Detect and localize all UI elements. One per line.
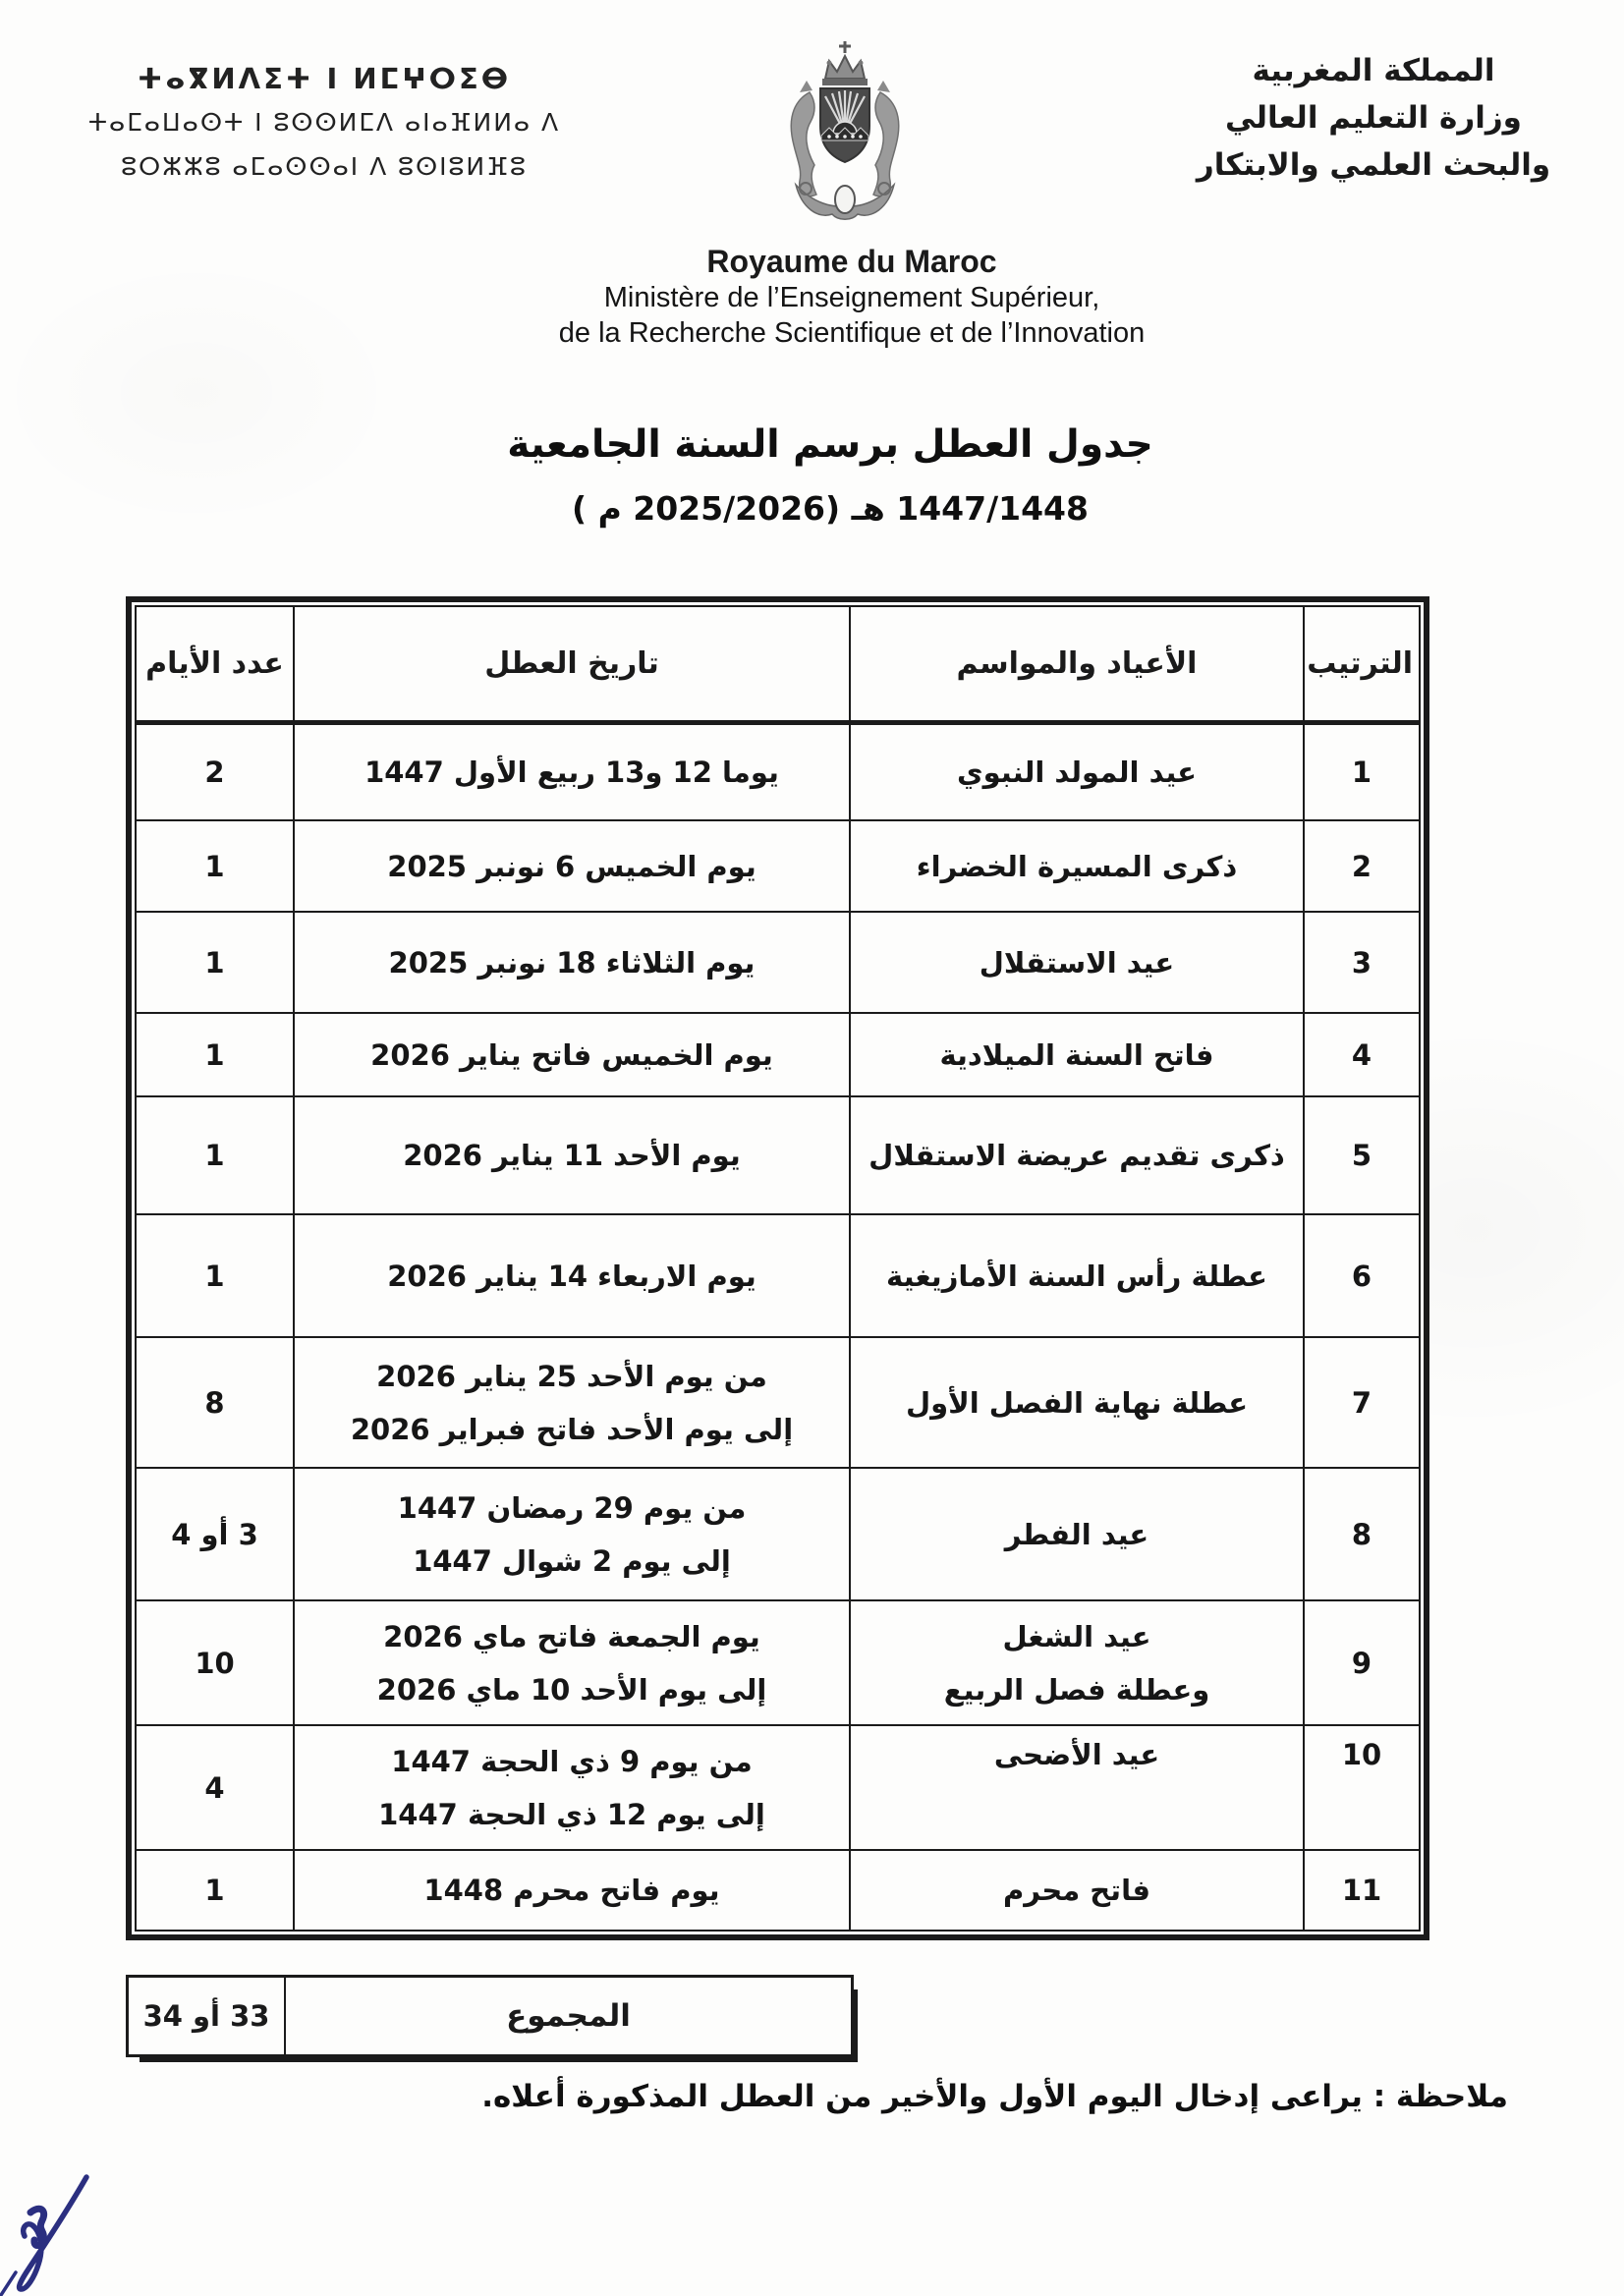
holiday-cell — [850, 1013, 1304, 1096]
order-cell: 1 — [1304, 722, 1420, 820]
kingdom-name-ar: المملكة المغربية — [1252, 53, 1495, 88]
table-row — [136, 1468, 1420, 1600]
signature-paraph-icon — [0, 2171, 110, 2296]
days-cell: 8 — [136, 1337, 294, 1468]
text-line: وعطلة فصل الربيع — [943, 1672, 1210, 1707]
holiday-cell — [850, 722, 1304, 820]
days-cell: 1 — [136, 1214, 294, 1337]
tifinagh-kingdom-line: ⵜⴰⴳⵍⴷⵉⵜ ⵏ ⵍⵎⵖⵔⵉⴱ — [137, 62, 512, 95]
text-line: يوم الاربعاء 14 يناير 2026 — [387, 1259, 756, 1293]
date-cell — [294, 1850, 850, 1931]
document-subtitle: 1447/1448 هـ (2025/2026 م ) — [572, 489, 1089, 528]
crown-icon — [822, 41, 868, 85]
order-cell: 7 — [1304, 1337, 1420, 1468]
days-cell: 1 — [136, 1850, 294, 1931]
holiday-cell — [850, 820, 1304, 912]
text-line: من يوم 9 ذي الحجة 1447 — [391, 1744, 753, 1778]
holiday-cell — [850, 912, 1304, 1013]
kingdom-name-fr: Royaume du Maroc — [706, 244, 997, 279]
order-cell: 5 — [1304, 1096, 1420, 1214]
date-cell — [294, 1725, 850, 1850]
days-cell: 1 — [136, 1096, 294, 1214]
text-line: عيد المولد النبوي — [957, 755, 1197, 789]
table-row — [136, 1337, 1420, 1468]
days-cell: 3 أو 4 — [136, 1468, 294, 1600]
total-box — [126, 1975, 854, 2057]
col-header-date: تاريخ العطل — [294, 606, 850, 722]
table-row — [136, 1725, 1420, 1850]
table-row — [136, 1600, 1420, 1725]
days-cell: 4 — [136, 1725, 294, 1850]
order-cell: 2 — [1304, 820, 1420, 912]
holiday-cell — [850, 1468, 1304, 1600]
date-cell — [294, 722, 850, 820]
holiday-table — [135, 605, 1421, 1932]
table-row — [136, 1013, 1420, 1096]
text-line: يوم الخميس 6 نونبر 2025 — [387, 849, 756, 883]
text-line: يوم الجمعة فاتح ماي 2026 — [383, 1619, 760, 1653]
total-days-value: 33 أو 34 — [129, 1978, 286, 2054]
text-line: إلى يوم 12 ذي الحجة 1447 — [378, 1797, 765, 1831]
date-cell — [294, 1600, 850, 1725]
col-header-days: عدد الأيام — [136, 606, 294, 722]
col-header-order: الترتيب — [1304, 606, 1420, 722]
text-line: من يوم الأحد 25 يناير 2026 — [376, 1359, 767, 1393]
days-cell: 1 — [136, 1013, 294, 1096]
text-line: عطلة رأس السنة الأمازيغية — [886, 1259, 1267, 1293]
holiday-cell — [850, 1725, 1304, 1850]
text-line: فاتح محرم — [1003, 1874, 1150, 1907]
ministry-name-fr: Ministère de l’Enseignement Supérieur, — [603, 282, 1100, 313]
text-line: يوم الخميس فاتح يناير 2026 — [370, 1037, 773, 1072]
days-cell: 2 — [136, 722, 294, 820]
table-row — [136, 722, 1420, 820]
table-row — [136, 1850, 1420, 1931]
tifinagh-ministry-line-2: ⵓⵔⵣⵣⵓ ⴰⵎⴰⵙⵙⴰⵏ ⴷ ⵓⵙⵏⵓⵍⴼⵓ — [121, 152, 528, 181]
date-cell — [294, 1214, 850, 1337]
arabic-header — [1192, 47, 1555, 189]
text-line: عيد الاستقلال — [979, 945, 1175, 980]
text-line: فاتح السنة الميلادية — [939, 1037, 1214, 1072]
order-cell: 3 — [1304, 912, 1420, 1013]
morocco-coat-of-arms — [776, 39, 914, 234]
text-line: يوم الثلاثاء 18 نونبر 2025 — [388, 945, 756, 980]
order-cell: 6 — [1304, 1214, 1420, 1337]
text-line: إلى يوم الأحد فاتح فبراير 2026 — [350, 1412, 794, 1446]
ministry-name-ar: وزارة التعليم العالي — [1225, 100, 1522, 136]
text-line: يوم فاتح محرم 1448 — [423, 1874, 720, 1907]
days-cell: 10 — [136, 1600, 294, 1725]
text-line: إلى يوم الأحد 10 ماي 2026 — [376, 1672, 767, 1707]
footnote: ملاحظة : يراعى إدخال اليوم الأول والأخير من العطل المذكورة أعلاه. — [481, 2079, 1508, 2114]
header-row — [136, 606, 1420, 722]
days-cell: 1 — [136, 820, 294, 912]
document-title: جدول العطل برسم السنة الجامعية — [507, 422, 1153, 467]
text-line: عيد الأضحى — [993, 1738, 1160, 1771]
table-row — [136, 912, 1420, 1013]
days-cell: 1 — [136, 912, 294, 1013]
table-row — [136, 820, 1420, 912]
col-header-holiday: الأعياد والمواسم — [850, 606, 1304, 722]
holiday-cell — [850, 1337, 1304, 1468]
table-row — [136, 1096, 1420, 1214]
holiday-cell — [850, 1600, 1304, 1725]
order-cell: 10 — [1304, 1725, 1420, 1850]
text-line: عيد الفطر — [1004, 1517, 1149, 1551]
date-cell — [294, 1468, 850, 1600]
order-cell: 4 — [1304, 1013, 1420, 1096]
holiday-cell — [850, 1096, 1304, 1214]
total-label: المجموع — [506, 1998, 631, 2034]
ministry-name-fr-2: de la Recherche Scientifique et de l’Innovation — [558, 317, 1146, 349]
text-line: عيد الشغل — [1002, 1619, 1151, 1653]
holiday-table-body — [136, 722, 1420, 1931]
date-cell — [294, 1013, 850, 1096]
ministry-name-ar-2: والبحث العلمي والابتكار — [1196, 147, 1551, 183]
date-cell — [294, 1337, 850, 1468]
order-cell: 8 — [1304, 1468, 1420, 1600]
order-cell: 9 — [1304, 1600, 1420, 1725]
holiday-cell — [850, 1214, 1304, 1337]
text-line: من يوم 29 رمضان 1447 — [397, 1490, 747, 1525]
french-header — [361, 243, 1343, 351]
date-cell — [294, 1096, 850, 1214]
text-line: إلى يوم 2 شوال 1447 — [413, 1543, 731, 1578]
shield — [820, 88, 869, 162]
tifinagh-ministry-line: ⵜⴰⵎⴰⵡⴰⵙⵜ ⵏ ⵓⵙⵙⵍⵎⴷ ⴰⵏⴰⴼⵍⵍⴰ ⴷ — [87, 108, 561, 137]
holiday-table-frame — [126, 596, 1429, 1940]
holiday-cell — [850, 1850, 1304, 1931]
text-line: ذكرى المسيرة الخضراء — [916, 849, 1238, 883]
order-cell: 11 — [1304, 1850, 1420, 1931]
text-line: ذكرى تقديم عريضة الاستقلال — [868, 1139, 1285, 1172]
table-row — [136, 1214, 1420, 1337]
banner — [796, 183, 894, 219]
date-cell — [294, 820, 850, 912]
text-line: عطلة نهاية الفصل الأول — [905, 1385, 1249, 1420]
text-line: يوم الأحد 11 يناير 2026 — [403, 1139, 741, 1172]
date-cell — [294, 912, 850, 1013]
text-line: يوما 12 و13 ربيع الأول 1447 — [364, 755, 779, 789]
tifinagh-header — [84, 57, 565, 189]
